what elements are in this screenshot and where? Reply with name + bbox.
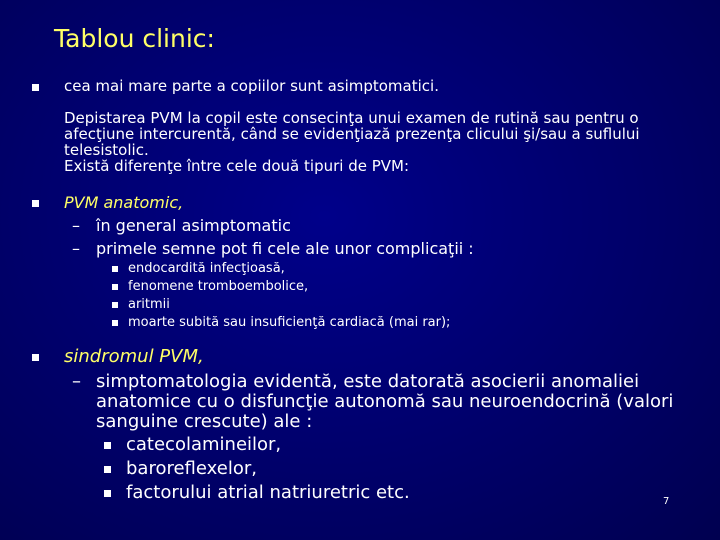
anatomic-subitem: fenomene tromboembolice, xyxy=(128,279,309,294)
bullet-square-icon xyxy=(32,354,39,361)
syndrome-heading: sindromul PVM, xyxy=(64,346,204,367)
anatomic-dash-1: în general asimptomatic xyxy=(96,216,291,235)
bullet-square-icon xyxy=(112,284,118,290)
syndrome-line: anatomice cu o disfuncţie autonomă sau neuroendocrină (valori xyxy=(96,391,674,412)
dash-icon: – xyxy=(72,371,81,392)
description-paragraph xyxy=(64,110,704,174)
bullet-square-icon xyxy=(112,320,118,326)
page-number: 7 xyxy=(663,496,670,507)
paragraph-line: telesistolic. xyxy=(64,141,149,159)
bullet-square-icon xyxy=(104,466,111,473)
paragraph-line: afecţiune intercurentă, când se evidenţiază prezenţa clicului şi/sau a suflului xyxy=(64,125,640,143)
paragraph-line: Depistarea PVM la copil este consecinţa unui examen de rutină sau pentru o xyxy=(64,109,639,127)
dash-icon: – xyxy=(72,239,80,258)
syndrome-line: sanguine crescute) ale : xyxy=(96,411,313,432)
anatomic-dash-2: primele semne pot fi cele ale unor complicaţii : xyxy=(96,239,474,258)
anatomic-subitem: endocardită infecţioasă, xyxy=(128,261,285,276)
syndrome-subitem: catecolamineilor, xyxy=(126,434,282,455)
bullet-square-icon xyxy=(32,84,39,91)
syndrome-line: simptomatologia evidentă, este datorată asocierii anomaliei xyxy=(96,371,640,392)
bullet-square-icon xyxy=(104,442,111,449)
bullet-square-icon xyxy=(112,302,118,308)
intro-text: cea mai mare parte a copiilor sunt asimptomatici. xyxy=(64,77,439,95)
bullet-square-icon xyxy=(32,200,39,207)
anatomic-subitem: aritmii xyxy=(128,297,170,312)
syndrome-subitem: factorului atrial natriuretric etc. xyxy=(126,482,410,503)
slide-title: Tablou clinic: xyxy=(54,24,215,53)
dash-icon: – xyxy=(72,216,80,235)
syndrome-subitem: baroreflexelor, xyxy=(126,458,257,479)
bullet-square-icon xyxy=(112,266,118,272)
paragraph-line: Există diferenţe între cele două tipuri de PVM: xyxy=(64,157,410,175)
bullet-square-icon xyxy=(104,490,111,497)
anatomic-heading: PVM anatomic, xyxy=(64,193,184,212)
anatomic-subitem: moarte subită sau insuficienţă cardiacă (mai rar); xyxy=(128,315,451,330)
